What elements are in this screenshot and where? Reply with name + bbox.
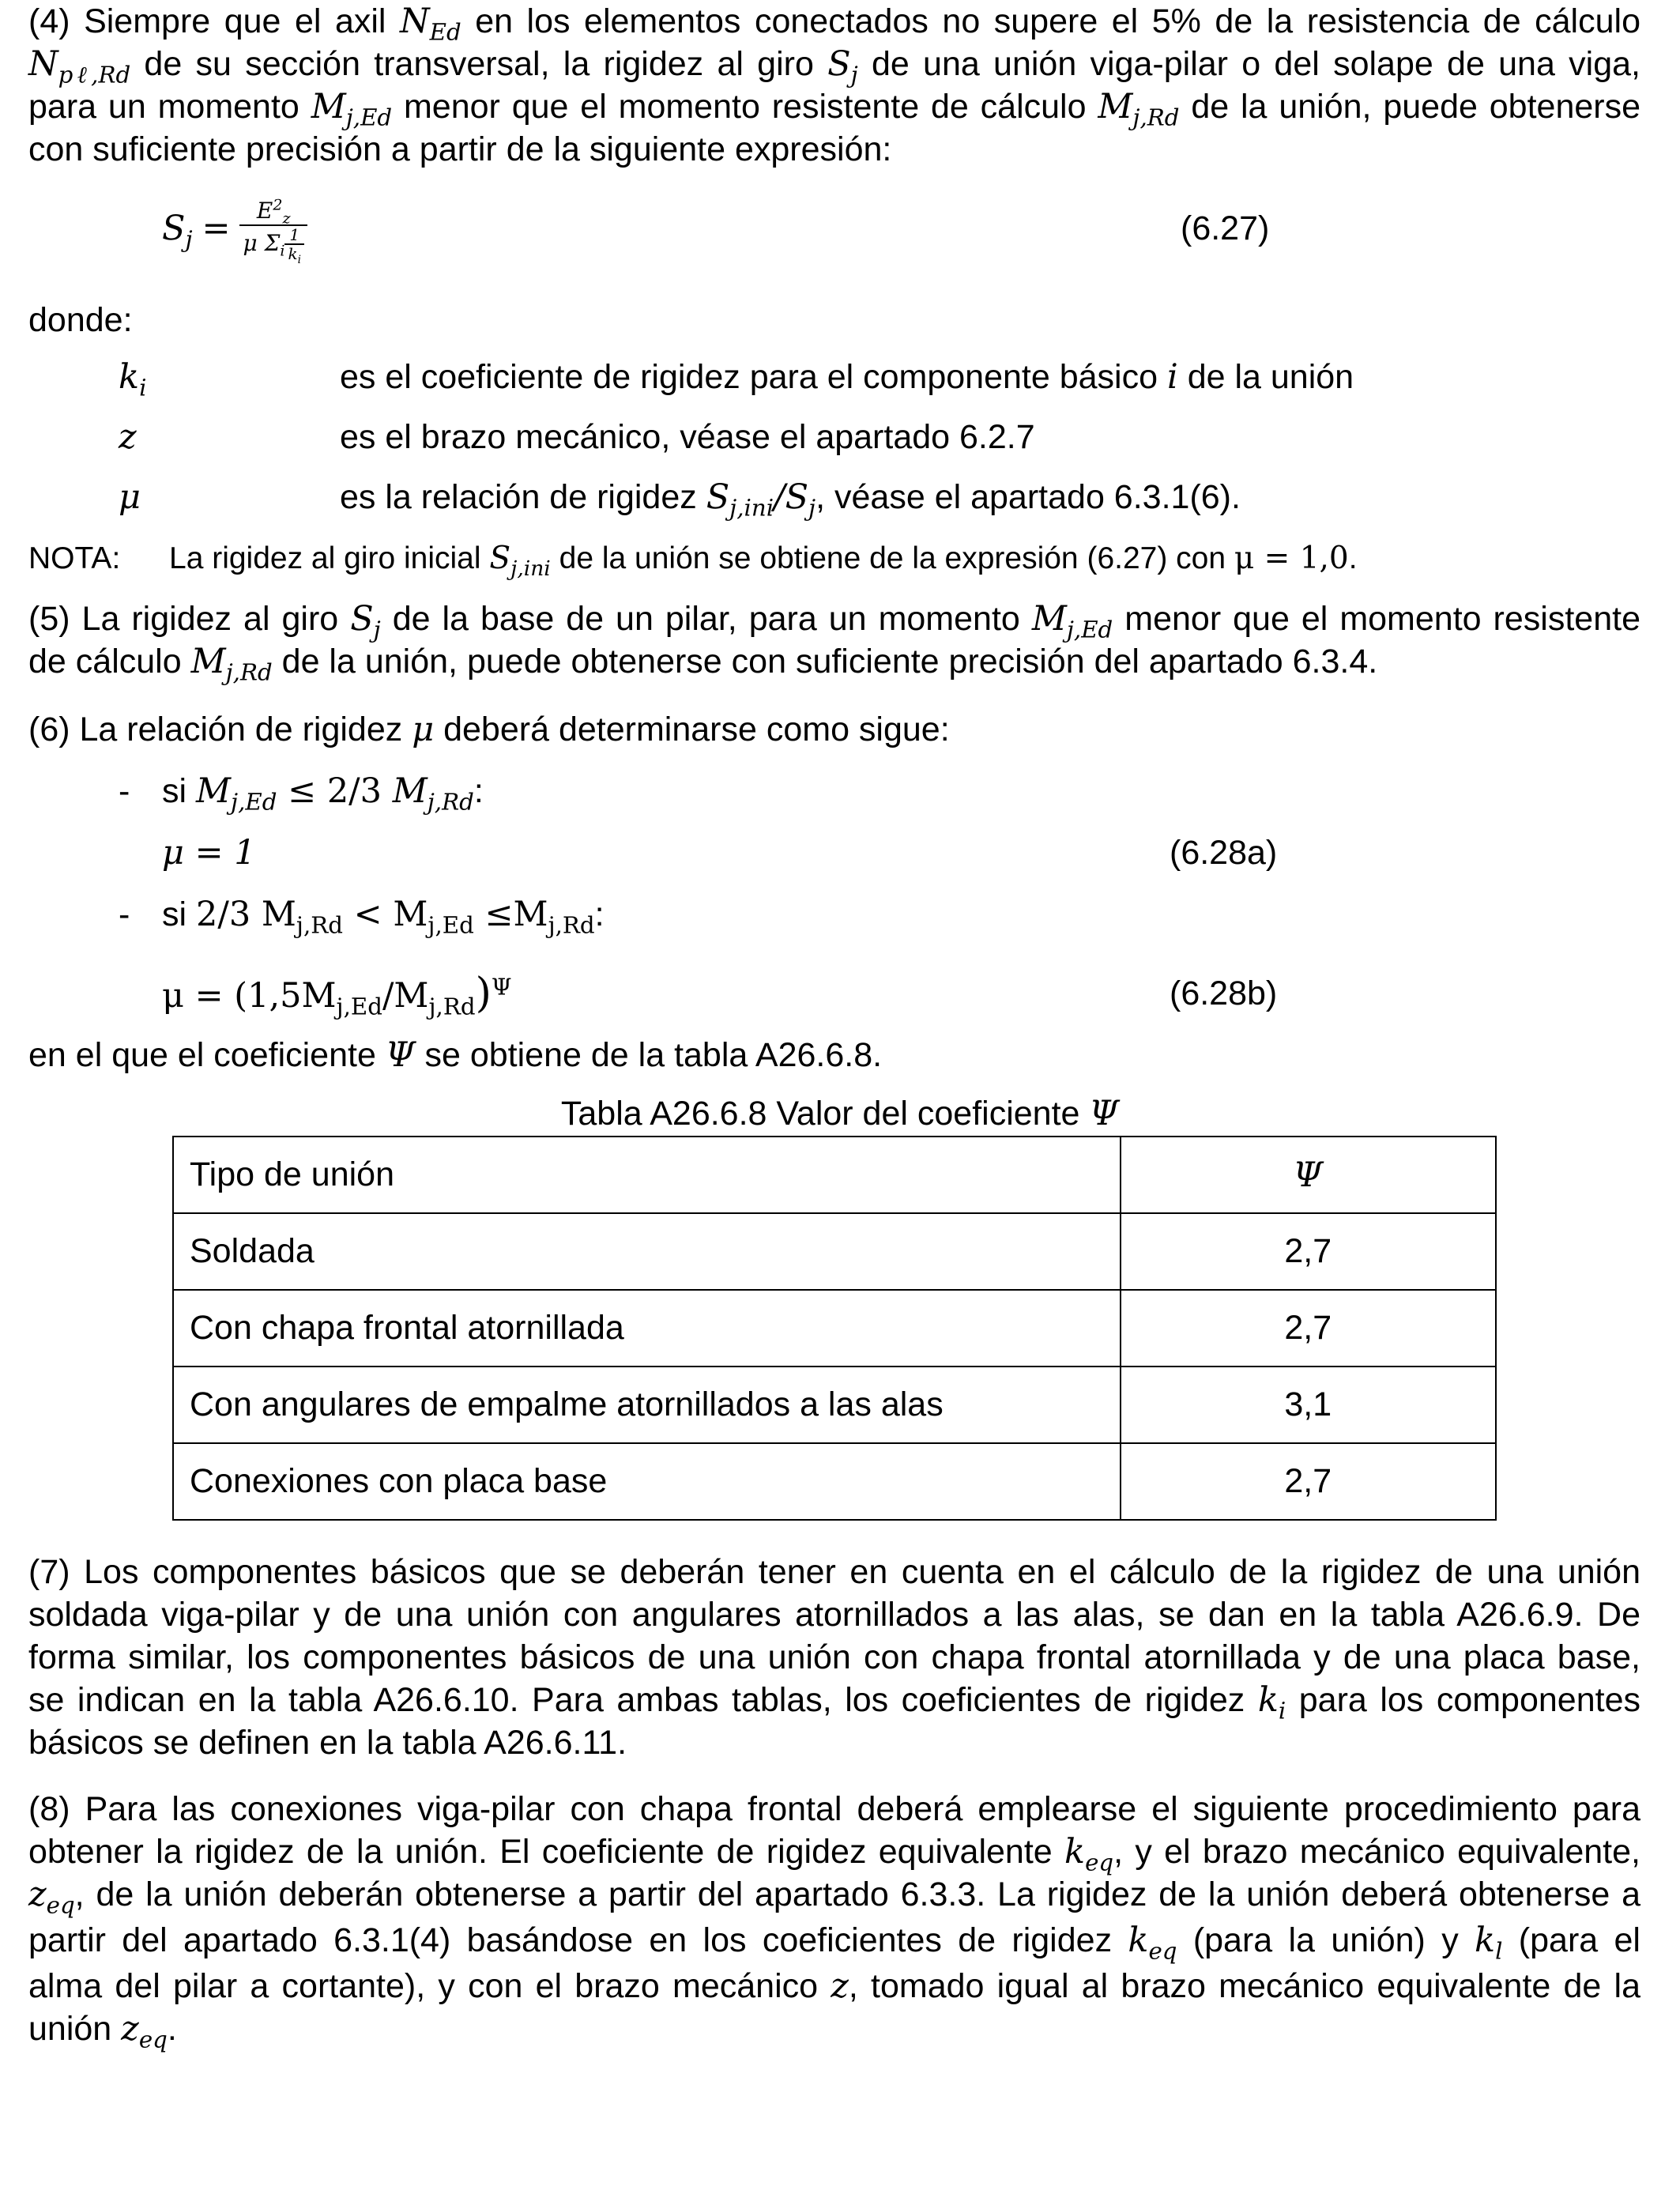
note-text: La rigidez al giro inicial $S_{j,ini}$ de la unión se obtiene de la expresión (6.27) con μ = 1,0. [169, 541, 1358, 581]
case-1-condition: si $M_{j,Ed} \le 2/3$ $M_{j,Rd}$: [162, 771, 484, 816]
case-2-condition: si 2/3 $M_{j,Rd} < M_{j,Ed} \le M_{j,Rd}$: [162, 895, 605, 939]
equation-6-28a: μ = 1 [162, 833, 256, 873]
def-symbol-ki: $k_i$ [119, 357, 147, 401]
def-symbol-mu: μ [119, 477, 141, 517]
equation-number-6-28b: (6.28b) [1170, 974, 1278, 1012]
equation-fraction: $E^2_z$ μ $\Sigma_i$ $\frac{1}{k_i}$ [239, 198, 307, 263]
paragraph-7-line-1: (7) Los componentes básicos que se deberán tener en cuenta en el cálculo de la rigidez de una unión [28, 1553, 1640, 1591]
psi-coefficient-table [172, 1136, 1497, 1521]
case-1-dash: - [119, 772, 130, 810]
table-cell: Soldada [173, 1213, 1121, 1290]
table-header-row [173, 1137, 1496, 1213]
def-text-ki: es el coeficiente de rigidez para el componente básico i de la unión [340, 357, 1354, 397]
paragraph-8-line-5: alma del pilar a cortante), y con el brazo mecánico z, tomado igual al brazo mecánico equivalente de la [28, 1966, 1641, 2006]
paragraph-5-line-1: (5) La rigidez al giro $S_j$ de la base de un pilar, para un momento $M_{j,Ed}$ menor que el momento resistente [28, 599, 1640, 643]
table-cell: Conexiones con placa base [173, 1443, 1121, 1520]
equation-number-6-28a: (6.28a) [1170, 834, 1278, 872]
note-label: NOTA: [28, 541, 121, 575]
table-header-cell: Ψ [1121, 1137, 1496, 1213]
paragraph-7-line-4: se indican en la tabla A26.6.10. Para ambas tablas, los coeficientes de rigidez $k_i$ para los componentes [28, 1680, 1640, 1725]
table-row [173, 1367, 1496, 1443]
table-cell: Con angulares de empalme atornillados a las alas [173, 1367, 1121, 1443]
paragraph-8-line-6: unión $z_{eq}$. [28, 2009, 177, 2053]
table-caption: Tabla A26.6.8 Valor del coeficiente Ψ [560, 1094, 1120, 1133]
paragraph-6-after: en el que el coeficiente Ψ se obtiene de la tabla A26.6.8. [28, 1035, 883, 1075]
table-cell: Con chapa frontal atornillada [173, 1290, 1121, 1367]
table-cell: 2,7 [1121, 1213, 1496, 1290]
paragraph-4-line-4: con suficiente precisión a partir de la siguiente expresión: [28, 130, 892, 168]
table-cell: 2,7 [1121, 1290, 1496, 1367]
paragraph-8-line-2: obtener la rigidez de la unión. El coeficiente de rigidez equivalente $k_{eq}$, y el brazo mecánico equivalente, [28, 1832, 1640, 1876]
def-symbol-z: z [119, 417, 137, 457]
table-row [173, 1443, 1496, 1520]
donde-label: donde: [28, 301, 133, 339]
table-row [173, 1290, 1496, 1367]
table-cell: 3,1 [1121, 1367, 1496, 1443]
paragraph-4-line-3: para un momento $M_{j,Ed}$ menor que el momento resistente de cálculo $M_{j,Rd}$ de la unión, puede obtenerse [28, 87, 1641, 131]
equation-6-27: $S_j$ = $E^2_z$ μ $\Sigma_i$ $\frac{1}{k_i}$ [162, 198, 307, 253]
def-text-mu: es la relación de rigidez $S_{j,ini}/S_j$, véase el apartado 6.3.1(6). [340, 477, 1241, 522]
paragraph-6-intro: (6) La relación de rigidez μ deberá determinarse como sigue: [28, 710, 950, 749]
table-header-cell: Tipo de unión [173, 1137, 1121, 1213]
table-row [173, 1213, 1496, 1290]
paragraph-4-line-1: (4) Siempre que el axil $N_{Ed}$ en los elementos conectados no supere el 5% de la resistencia de cálculo [28, 2, 1640, 46]
paragraph-8-line-3: $z_{eq}$, de la unión deberán obtenerse a partir del apartado 6.3.3. La rigidez de la unión deberá obtenerse a [28, 1875, 1640, 1919]
paragraph-7-line-5: básicos se definen en la tabla A26.6.11. [28, 1724, 627, 1762]
equation-number-6-27: (6.27) [1181, 209, 1270, 247]
def-text-z: es el brazo mecánico, véase el apartado 6.2.7 [340, 418, 1035, 456]
paragraph-8-line-1: (8) Para las conexiones viga-pilar con chapa frontal deberá emplearse el siguiente procedimiento para [28, 1790, 1640, 1828]
paragraph-7-line-3: forma similar, los componentes básicos de una unión con chapa frontal atornillada y de una placa base, [28, 1638, 1640, 1676]
equation-6-28b: $\mu = (1,5M_{j,Ed}/M_{j,Rd})^\Psi$ [162, 970, 512, 1020]
paragraph-4-line-2: $N_{p\ell,Rd}$ de su sección transversal, la rigidez al giro $S_j$ de una unión viga-pilar o del solape de una viga, [28, 44, 1640, 89]
paragraph-8-line-4: partir del apartado 6.3.1(4) basándose en los coeficientes de rigidez $k_{eq}$ (para la unión) y $k_l$ (para el [28, 1921, 1640, 1965]
case-2-dash: - [119, 895, 130, 933]
table-cell: 2,7 [1121, 1443, 1496, 1520]
paragraph-7-line-2: soldada viga-pilar y de una unión con angulares atornillados a las alas, se dan en la tabla A26.6.9. De [28, 1596, 1640, 1634]
paragraph-5-line-2: de cálculo $M_{j,Rd}$ de la unión, puede obtenerse con suficiente precisión del apartado 6.3.4. [28, 642, 1378, 686]
